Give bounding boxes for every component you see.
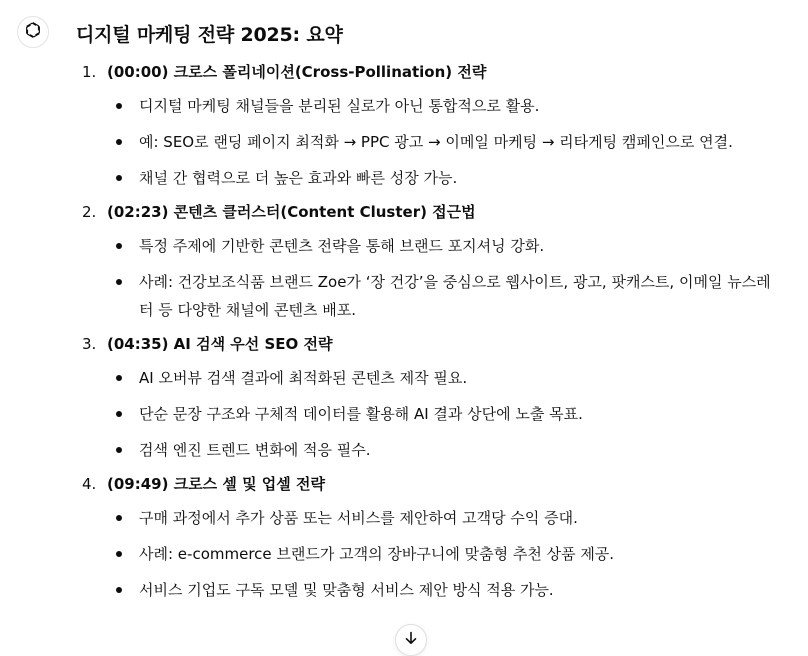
section-heading-text: (00:00) 크로스 폴리네이션(Cross-Pollination) 전략	[107, 63, 487, 81]
openai-logo-icon	[23, 20, 43, 44]
section-heading	[76, 200, 776, 224]
bullet-item: 디지털 마케팅 채널들을 분리된 실로가 아닌 통합적으로 활용.	[76, 92, 776, 120]
message-title: 디지털 마케팅 전략 2025: 요약	[76, 24, 343, 46]
summary-section	[76, 200, 776, 324]
section-heading	[76, 472, 776, 496]
bullet-item: AI 오버뷰 검색 결과에 최적화된 콘텐츠 제작 필요.	[76, 364, 776, 392]
summary-section	[76, 60, 776, 192]
assistant-avatar	[17, 16, 49, 48]
summary-section	[76, 472, 776, 604]
section-heading	[76, 332, 776, 356]
section-heading-text: (04:35) AI 검색 우선 SEO 전략	[107, 335, 333, 353]
summary-list	[76, 60, 776, 604]
bullet-item: 사례: 건강보조식품 브랜드 Zoe가 ‘장 건강’을 중심으로 웹사이트, 광고, 팟캐스트, 이메일 뉴스레터 등 다양한 채널에 콘텐츠 배포.	[76, 268, 776, 324]
bullet-item: 예: SEO로 랜딩 페이지 최적화 → PPC 광고 → 이메일 마케팅 → 리타게팅 캠페인으로 연결.	[76, 128, 776, 156]
assistant-message	[76, 18, 776, 612]
arrow-down-icon	[403, 630, 419, 650]
bullet-item: 사례: e-commerce 브랜드가 고객의 장바구니에 맞춤형 추천 상품 제공.	[76, 540, 776, 568]
bullet-list	[76, 232, 776, 324]
bullet-list	[76, 504, 776, 604]
bullet-item: 검색 엔진 트렌드 변화에 적응 필수.	[76, 436, 776, 464]
section-number: 4.	[82, 475, 97, 493]
section-number: 2.	[82, 203, 97, 221]
bullet-item: 구매 과정에서 추가 상품 또는 서비스를 제안하여 고객당 수익 증대.	[76, 504, 776, 532]
bullet-item: 서비스 기업도 구독 모델 및 맞춤형 서비스 제안 방식 적용 가능.	[76, 576, 776, 604]
bullet-list	[76, 92, 776, 192]
summary-section	[76, 332, 776, 464]
bullet-item: 특정 주제에 기반한 콘텐츠 전략을 통해 브랜드 포지셔닝 강화.	[76, 232, 776, 260]
section-number: 3.	[82, 335, 97, 353]
bullet-item: 채널 간 협력으로 더 높은 효과와 빠른 성장 가능.	[76, 164, 776, 192]
section-heading	[76, 60, 776, 84]
scroll-to-bottom-button[interactable]	[395, 624, 427, 656]
bullet-item: 단순 문장 구조와 구체적 데이터를 활용해 AI 결과 상단에 노출 목표.	[76, 400, 776, 428]
bullet-list	[76, 364, 776, 464]
section-heading-text: (02:23) 콘텐츠 클러스터(Content Cluster) 접근법	[107, 203, 476, 221]
section-heading-text: (09:49) 크로스 셀 및 업셀 전략	[107, 475, 325, 493]
section-number: 1.	[82, 63, 97, 81]
